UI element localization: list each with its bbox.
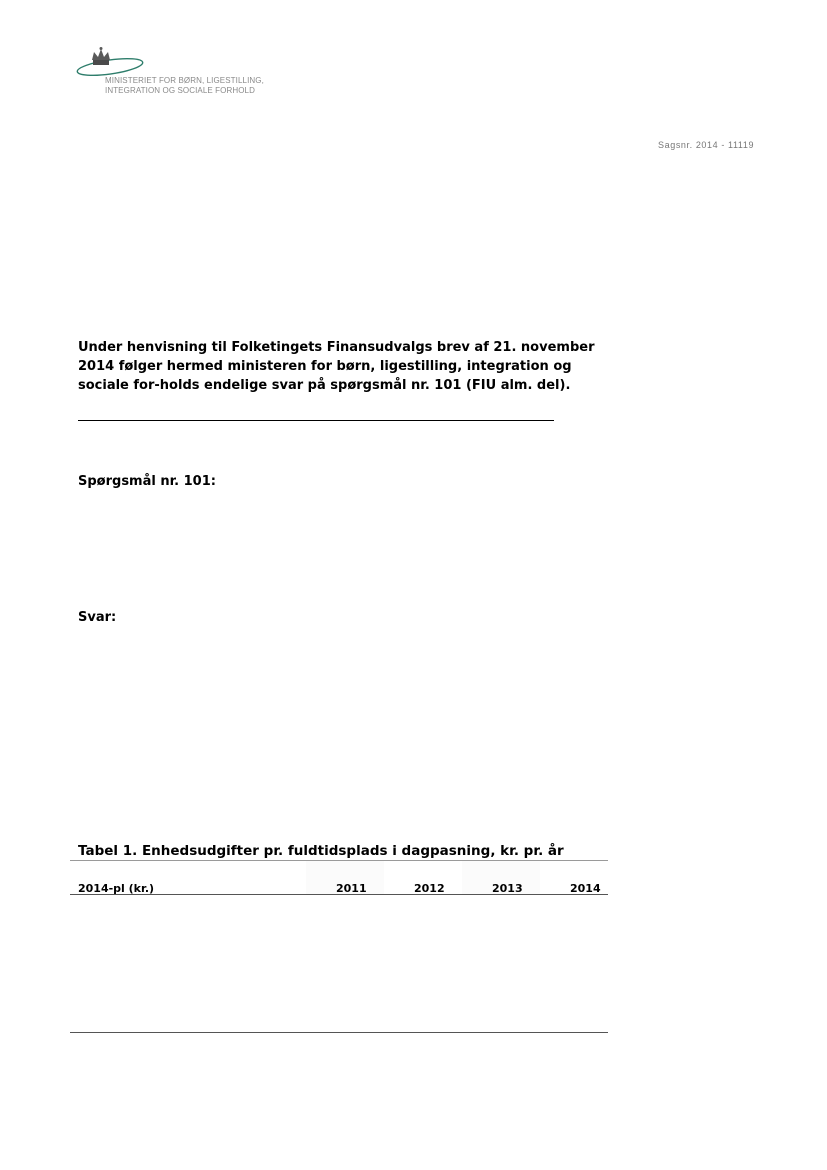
separator-line	[78, 420, 554, 421]
table-bottom-rule	[70, 1032, 608, 1033]
intro-paragraph: Under henvisning til Folketingets Finansudvalgs brev af 21. november 2014 følger hermed ministeren for børn, ligestilling, integration og sociale for-holds endelige svar på spørgsmål nr. 101 (FIU alm. del).	[78, 340, 595, 393]
question-heading: Spørgsmål nr. 101:	[78, 474, 216, 489]
answer-heading: Svar:	[78, 610, 117, 625]
column-header-2013: 2013	[492, 882, 523, 895]
ministry-name	[105, 76, 264, 96]
table-header-row	[70, 861, 608, 895]
ministry-name-line2: INTEGRATION OG SOCIALE FORHOLD	[105, 86, 255, 95]
column-header-2012: 2012	[414, 882, 445, 895]
column-header-2011: 2011	[336, 882, 367, 895]
ministry-logo	[76, 46, 276, 98]
table-caption: Tabel 1. Enhedsudgifter pr. fuldtidsplads i dagpasning, kr. pr. år	[78, 843, 564, 859]
column-header-2014: 2014	[570, 882, 601, 895]
case-number: Sagsnr. 2014 - 11119	[658, 140, 755, 150]
ministry-name-line1: MINISTERIET FOR BØRN, LIGESTILLING,	[105, 76, 264, 85]
column-header-label: 2014-pl (kr.)	[78, 882, 155, 895]
